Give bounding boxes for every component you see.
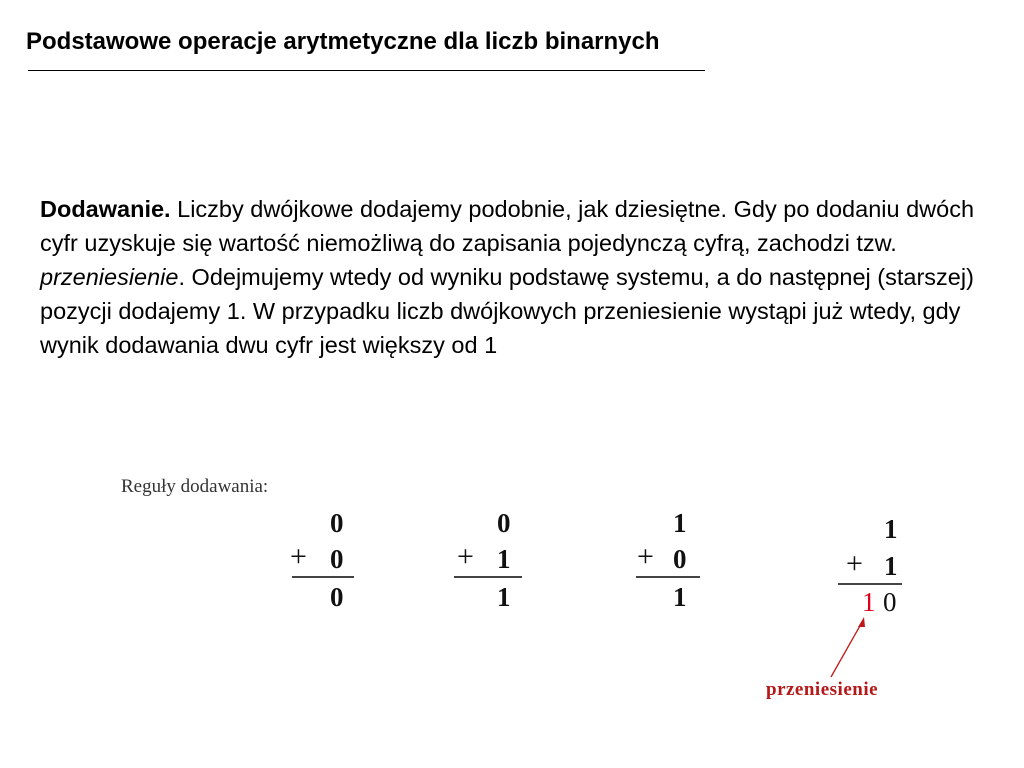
- example-1-result: 0: [330, 582, 344, 612]
- paragraph-term: przeniesienie: [40, 264, 179, 290]
- example-2-bottom: 1: [497, 544, 511, 574]
- example-3-result: 1: [673, 582, 687, 612]
- example-1-top: 0: [330, 508, 344, 538]
- rules-label: Reguły dodawania:: [121, 476, 269, 497]
- example-2-result: 1: [497, 582, 511, 612]
- example-2-plus: +: [457, 540, 474, 573]
- example-2-top: 0: [497, 508, 511, 538]
- paragraph-text-2: . Odejmujemy wtedy od wyniku podstawę systemu, a do następnej (starszej) pozycji dodajemy 1. W przypadku liczb dwójkowych przeniesienie wystąpi już wtedy, gdy wynik dodawania dwu cyfr jest większy od 1: [40, 264, 974, 358]
- example-4-result-carry: 1: [862, 587, 876, 617]
- example-3-bottom: 0: [673, 544, 687, 574]
- example-4-top: 1: [884, 514, 898, 544]
- paragraph-text-1: Liczby dwójkowe dodajemy podobnie, jak dziesiętne. Gdy po dodaniu dwóch cyfr uzyskuje się wartość niemożliwą do zapisania pojedynczą cyfrą, zachodzi tzw.: [40, 196, 975, 256]
- example-4-result-digit: 0: [883, 587, 897, 617]
- slide-title: Podstawowe operacje arytmetyczne dla liczb binarnych: [26, 28, 660, 55]
- example-4-plus: +: [846, 547, 863, 580]
- example-1-bottom: 0: [330, 544, 344, 574]
- example-3-plus: +: [637, 540, 654, 573]
- paragraph-heading: Dodawanie.: [40, 196, 171, 222]
- example-4-bottom: 1: [884, 551, 898, 581]
- example-3-top: 1: [673, 508, 687, 538]
- example-1-plus: +: [290, 540, 307, 573]
- carry-label: przeniesienie: [766, 679, 879, 700]
